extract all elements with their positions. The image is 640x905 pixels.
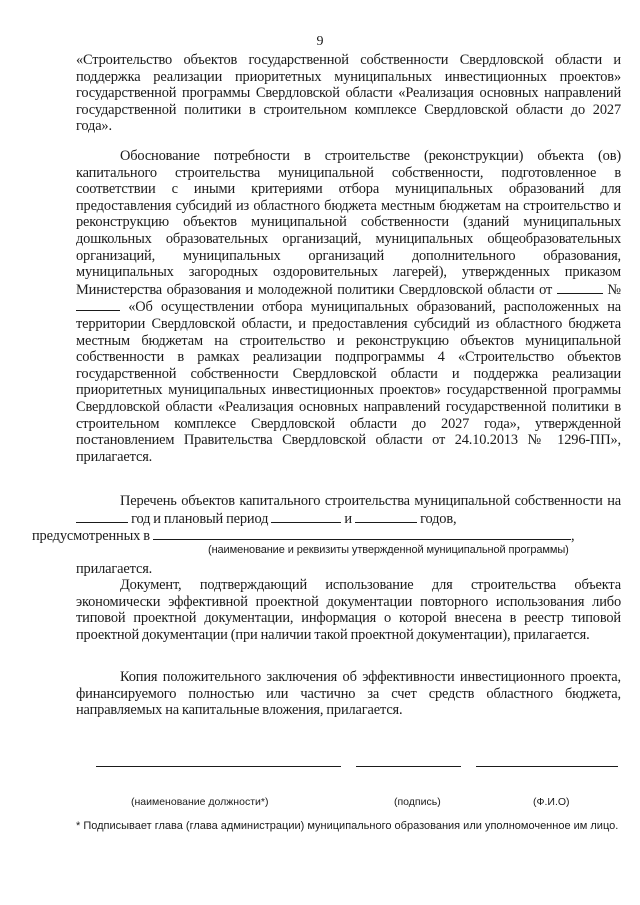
- justification-paragraph: [76, 148, 621, 465]
- program-caption: (наименование и реквизиты утвержденной муниципальной программы): [208, 544, 569, 556]
- signature-line: [356, 766, 461, 767]
- intro-paragraph: «Строительство объектов государственной собственности Свердловской области и поддержка реализации приоритетных муниципальных инвестиционных проектов» государственной программы Свердловской области «Реализация основных направлений государственной политики в строительном комплексе Свердловской области до 2027 года».: [76, 52, 621, 135]
- list-text-6: ,: [570, 528, 575, 545]
- position-line: [96, 766, 341, 767]
- list-text-5-wrap: [32, 527, 574, 545]
- list-text-1: Перечень объектов капитального строительства муниципальной собственности на: [120, 493, 621, 509]
- name-label: (Ф.И.О): [533, 796, 570, 808]
- footnote: * Подписывает глава (глава администрации) муниципального образования или уполномоченное им лицо.: [76, 820, 619, 832]
- copy-paragraph: Копия положительного заключения об эффективности инвестиционного проекта, финансируемого полностью или частично за счет средств областного бюджета, направляемых на капитальные вложения, прилагается.: [76, 669, 621, 719]
- program-blank: [153, 527, 571, 540]
- list-paragraph: [32, 493, 621, 545]
- justification-number-sign: №: [607, 281, 621, 298]
- list-tail: прилагается.: [76, 561, 153, 577]
- plan-year-1-blank: [271, 510, 341, 523]
- justification-text-1: Обоснование потребности в строительстве (реконструкции) объекта (ов) капитального строительства муниципальной собственности, подготовленное в соответствии с иными критериями отбора муниципальных образований для предоставления субсидий из областного бюджета местным бюджетам на строительство и реконструкцию объектов муниципальной собственности (зданий муниципальных дошкольных образовательных организаций, муниципальных общеобразовательных организаций, муниципальных организаций дополнительного образования, муниципальных загородных оздоровительных лагерей), утвержденных приказом Министерства образования и молодежной политики Свердловской области от: [76, 148, 621, 298]
- justification-text-2: «Об осуществлении отбора муниципальных образований, расположенных на территории Свердловской области, и предоставления субсидий из областного бюджета местным бюджетам на строительство и реконструкцию объектов муниципальной собственности в рамках реализации подпрограммы 4 «Строительство объектов государственной собственности Свердловской области и поддержка реализации приоритетных муниципальных инвестиционных проектов» государственной программы Свердловской области «Реализация основных направлений государственной политики в строительном комплексе Свердловской области до 2027 года», утвержденной постановлением Правительства Свердловской области от 24.10.2013 № 1296-ПП», прилагается.: [76, 299, 621, 465]
- list-text-3: и: [344, 510, 352, 527]
- list-text-4: годов,: [420, 510, 457, 527]
- name-line: [476, 766, 618, 767]
- list-text-2: год и плановый период: [131, 510, 269, 527]
- list-text-5: предусмотренных в: [32, 528, 150, 545]
- order-date-blank: [557, 281, 603, 294]
- plan-year-2-blank: [355, 510, 417, 523]
- page-number: 9: [316, 34, 324, 49]
- signature-label: (подпись): [394, 796, 441, 808]
- position-label: (наименование должности*): [131, 796, 269, 808]
- order-number-blank: [76, 298, 120, 311]
- year-blank: [76, 510, 128, 523]
- document-paragraph: Документ, подтверждающий использование для строительства объекта экономически эффективной проектной документации повторного использования либо типовой проектной документации, информация о которой внесена в реестр типовой проектной документации (при наличии такой проектной документации), прилагается.: [76, 577, 621, 643]
